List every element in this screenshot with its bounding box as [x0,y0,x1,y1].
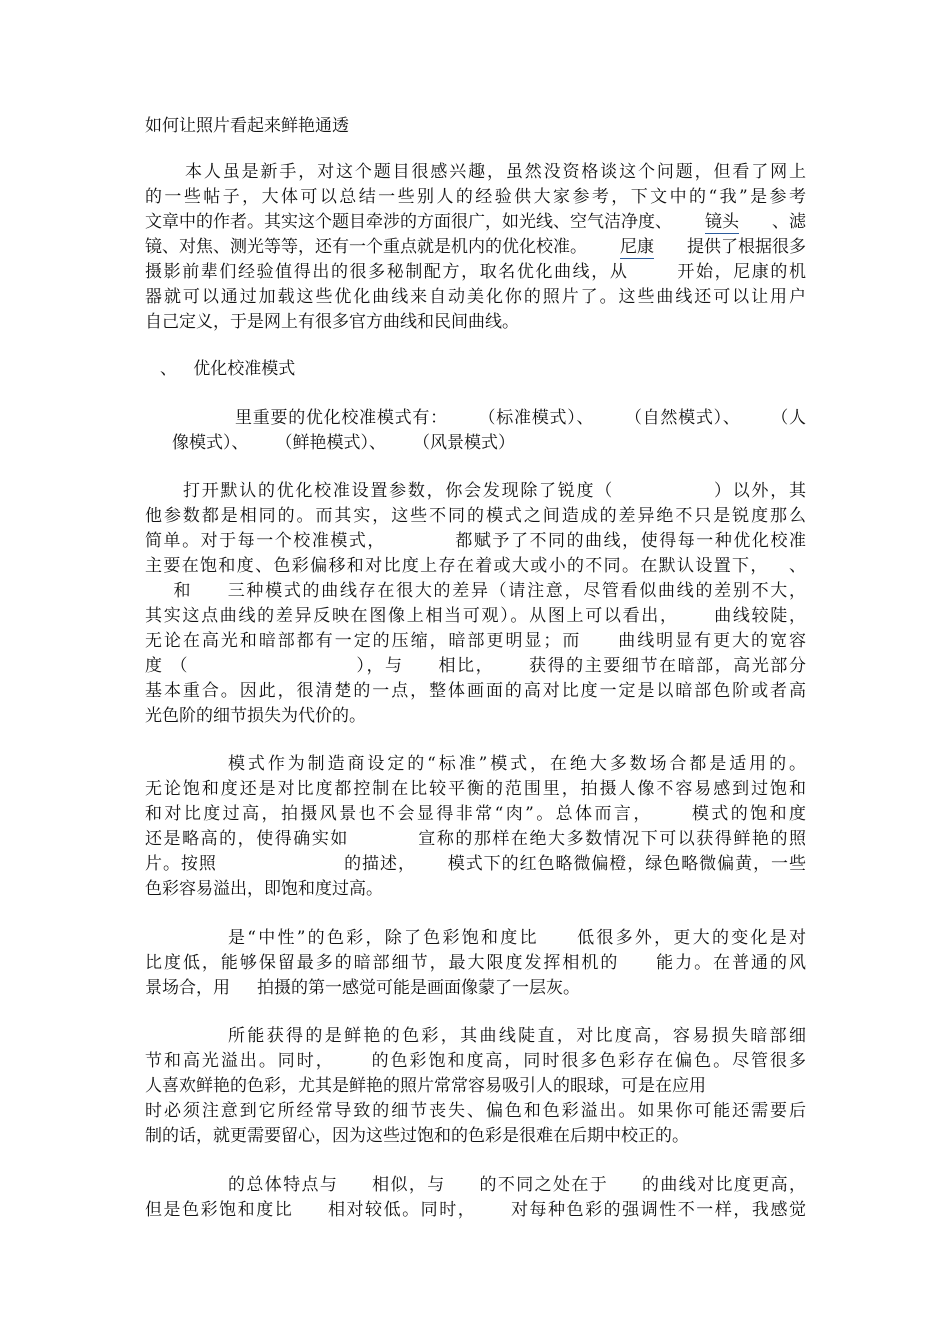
text-line: 他参数都是相同的。而其实，这些不同的模式之间造成的差异绝不只是锐度那么 [145,506,806,526]
text-line: 像模式）、 （鲜艳模式）、 （风景模式） [172,433,516,453]
text-line: 和对比度过高，拍摄风景也不会显得非常“肉”。总体而言， 模式的饱和度 [145,804,806,824]
text-line: 器就可以通过加载这些优化曲线来自动美化你的照片了。这些曲线还可以让用户 [145,287,806,307]
text-line: 节和高光溢出。同时， 的色彩饱和度高，同时很多色彩存在偏色。尽管很多 [145,1051,806,1071]
text-line: 和 三种模式的曲线存在很大的差异（请注意，尽管看似曲线的差别不大， [145,581,806,601]
text-line: 比度低，能够保留最多的暗部细节，最大限度发挥相机的 能力。在普通的风 [145,953,806,973]
text-line: 光色阶的细节损失为代价的。 [145,706,366,726]
text-line: 但是色彩饱和度比 相对较低。同时， 对每种色彩的强调性不一样，我感觉 [145,1200,806,1220]
text-line: 所能获得的是鲜艳的色彩，其曲线陡直，对比度高，容易损失暗部细 [228,1026,806,1046]
text-segment: 、滤 [772,212,806,232]
text-line: 景场合，用 拍摄的第一感觉可能是画面像蒙了一层灰。 [145,978,581,998]
text-line: 色彩容易溢出，即饱和度过高。 [145,879,383,899]
text-line: 无论饱和度还是对比度都控制在比较平衡的范围里，拍摄人像不容易感到过饱和 [145,779,806,799]
text-line [145,210,806,234]
text-line: 制的话，就更需要留心，因为这些过饱和的色彩是很难在后期中校正的。 [145,1126,689,1146]
text-line: 里重要的优化校准模式有： （标准模式）、 （自然模式）、 （人 [235,408,806,428]
text-line: 度 （ ），与 相比， 获得的主要细节在暗部，高光部分 [145,656,806,676]
text-line: 本人虽是新手，对这个题目很感兴趣，虽然没资格谈这个问题，但看了网上 [185,162,806,182]
text-line: 是“中性”的色彩，除了色彩饱和度比 低很多外，更大的变化是对 [228,928,806,948]
text-line: 人喜欢鲜艳的色彩，尤其是鲜艳的照片常常容易吸引人的眼球，可是在应用 [145,1076,706,1096]
link-nikon[interactable]: 尼康 [620,237,654,257]
text-segment: 镜、对焦、测光等等，还有一个重点就是机内的优化校准。 [145,237,587,257]
text-line: 的一些帖子，大体可以总结一些别人的经验供大家参考，下文中的“我”是参考 [145,187,806,207]
text-line: 打开默认的优化校准设置参数，你会发现除了锐度（ ）以外，其 [183,481,806,501]
link-lens[interactable]: 镜头 [705,212,739,232]
text-segment: 提供了根据很多 [687,237,806,257]
text-line: 时必须注意到它所经常导致的细节丧失、偏色和色彩溢出。如果你可能还需要后 [145,1101,806,1121]
text-line [145,235,806,259]
text-line: 片。按照 的描述， 模式下的红色略微偏橙，绿色略微偏黄，一些 [145,854,806,874]
text-line: 基本重合。因此，很清楚的一点，整体画面的高对比度一定是以暗部色阶或者高 [145,681,806,701]
text-line: 无论在高光和暗部都有一定的压缩，暗部更明显；而 曲线明显有更大的宽容 [145,631,806,651]
text-line: 简单。对于每一个校准模式， 都赋予了不同的曲线，使得每一种优化校准 [145,531,806,551]
text-line: 自己定义，于是网上有很多官方曲线和民间曲线。 [145,312,519,332]
document-title: 如何让照片看起来鲜艳通透 [145,116,349,136]
text-segment: 文章中的作者。其实这个题目牵涉的方面很广，如光线、空气洁净度、 [145,212,672,232]
text-line: 模式作为制造商设定的“标准”模式，在绝大多数场合都是适用的。 [228,754,806,774]
text-line: 摄影前辈们经验值得出的很多秘制配方，取名优化曲线，从 开始，尼康的机 [145,262,806,282]
text-line: 其实这点曲线的差异反映在图像上相当可观）。从图上可以看出， 曲线较陡， [145,606,806,626]
text-line: 主要在饱和度、色彩偏移和对比度上存在着或大或小的不同。在默认设置下， 、 [145,556,806,576]
section-heading: 、 优化校准模式 [160,359,296,379]
text-line: 还是略高的，使得确实如 宣称的那样在绝大多数情况下可以获得鲜艳的照 [145,829,806,849]
text-line: 的总体特点与 相似，与 的不同之处在于 的曲线对比度更高， [228,1175,806,1195]
